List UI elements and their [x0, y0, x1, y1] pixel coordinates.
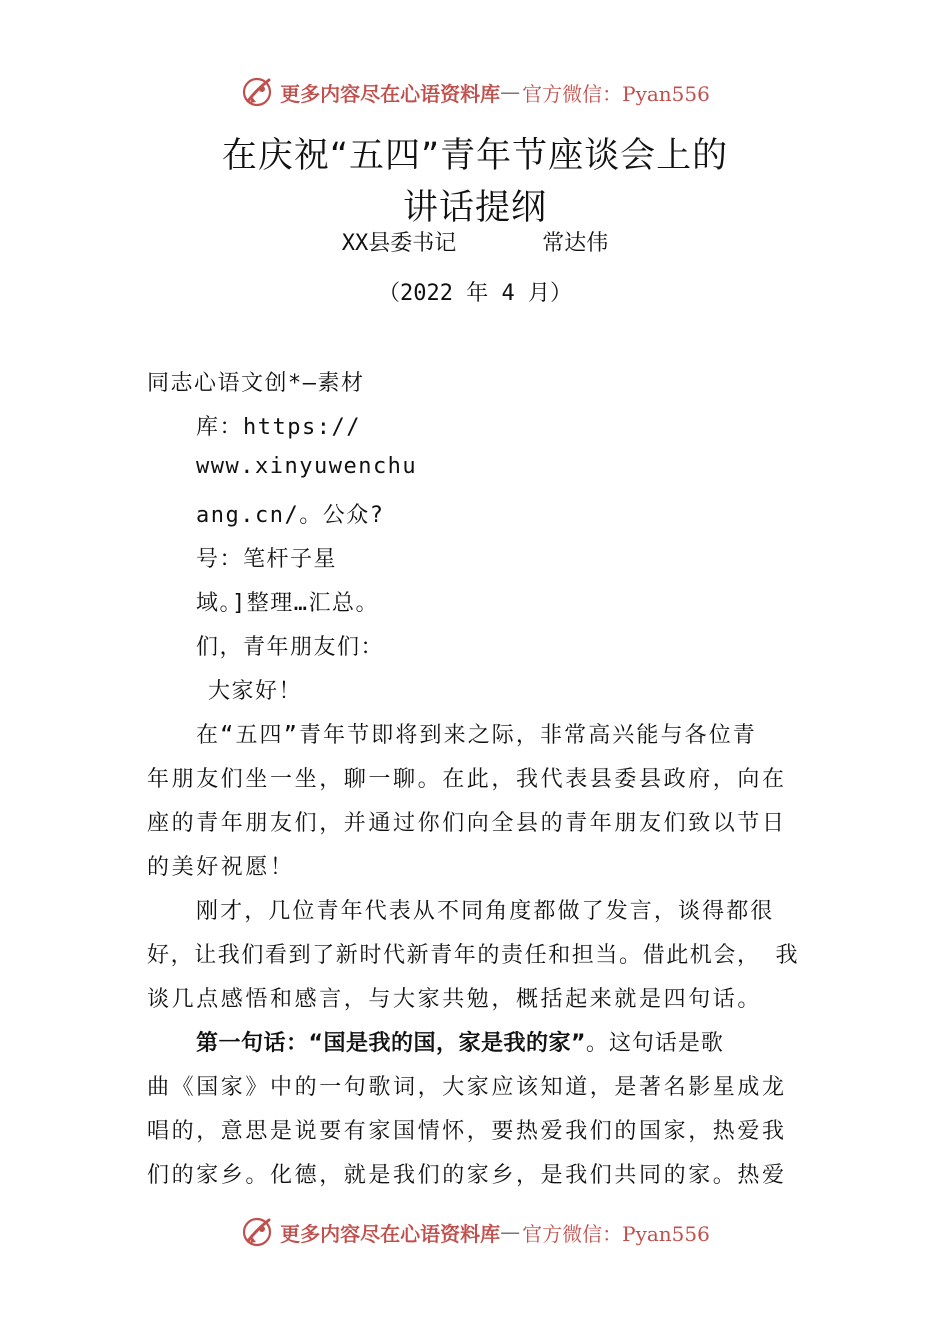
author-role: XX县委书记 — [341, 231, 457, 256]
paragraph-2-line: 好，让我们看到了新时代新青年的责任和担当。借此机会， 我 — [147, 943, 800, 968]
paragraph-1-line: 座的青年朋友们，并通过你们向全县的青年朋友们致以节日 — [147, 811, 787, 836]
paragraph-1-line: 在“五四”青年节即将到来之际，非常高兴能与各位青 — [196, 723, 757, 748]
banner-separator: — — [500, 1220, 521, 1244]
paragraph-3-first-line — [196, 1026, 856, 1057]
author-line — [0, 226, 950, 257]
paragraph-3-first-line-rest: 。这句话是歌 — [585, 1031, 724, 1056]
paragraph-1-line: 的美好祝愿！ — [147, 855, 295, 880]
brush-circle-logo-icon — [240, 75, 274, 109]
brush-circle-logo-icon — [240, 1215, 274, 1249]
document-title-line1: 在庆祝“五四”青年节座谈会上的 — [221, 136, 729, 176]
intro-line: 域。]整理…汇总。 — [196, 591, 379, 616]
author-name: 常达伟 — [542, 231, 609, 256]
banner-main-text: 更多内容尽在心语资料库 — [280, 1221, 501, 1246]
paragraph-3-line: 曲《国家》中的一句歌词，大家应该知道，是著名影星成龙 — [147, 1075, 787, 1100]
intro-line: 同志心语文创*—素材 — [147, 371, 365, 396]
first-point-heading: 第一句话：“国是我的国，家是我的家” — [196, 1031, 586, 1056]
greeting-line: 大家好！ — [208, 679, 303, 704]
paragraph-2-line: 谈几点感悟和感言，与大家共勉，概括起来就是四句话。 — [147, 987, 763, 1012]
intro-line: www.xinyuwenchu — [196, 454, 418, 479]
document-date: （2022 年 4 月） — [378, 281, 572, 306]
intro-line: 库：https:// — [196, 415, 361, 440]
banner-contact-text: 官方微信：Pyan556 — [522, 1221, 710, 1246]
paragraph-3-line: 唱的，意思是说要有家国情怀，要热爱我们的国家，热爱我 — [147, 1119, 787, 1144]
document-title-line2: 讲话提纲 — [402, 188, 547, 228]
intro-line: ang.cn/。公众? — [196, 503, 385, 528]
paragraph-3-line: 们的家乡。化德，就是我们的家乡，是我们共同的家。热爱 — [147, 1163, 787, 1188]
footer-watermark-banner — [0, 1212, 950, 1252]
banner-contact-text: 官方微信：Pyan556 — [522, 81, 710, 106]
banner-separator: — — [500, 80, 521, 104]
salutation-line: 们，青年朋友们： — [196, 635, 385, 660]
header-watermark-banner — [0, 72, 950, 112]
paragraph-2-line: 刚才，几位青年代表从不同角度都做了发言，谈得都很 — [196, 899, 775, 924]
banner-main-text: 更多内容尽在心语资料库 — [280, 81, 501, 106]
paragraph-1-line: 年朋友们坐一坐，聊一聊。在此，我代表县委县政府，向在 — [147, 767, 787, 792]
intro-line: 号：笔杆子星 — [196, 547, 338, 572]
